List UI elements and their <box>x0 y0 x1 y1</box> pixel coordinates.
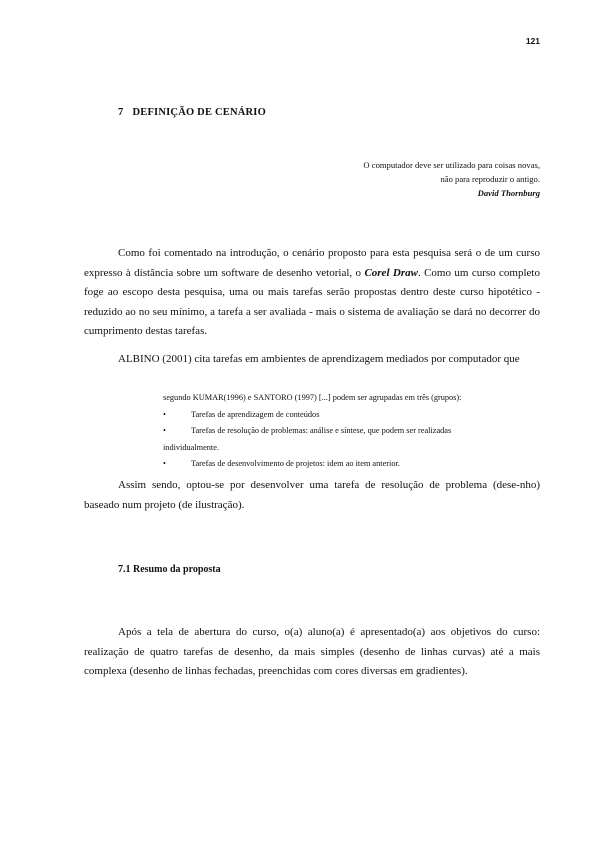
paragraph-1-text-a: Como foi comentado na introdução, o cenário proposto para esta pesquisa será o de um curso expresso à distância sobre um software de desenho vetorial, o <box>84 247 540 279</box>
chapter-title: DEFINIÇÃO DE CENÁRIO <box>132 107 266 118</box>
paragraph-introduction <box>84 244 540 342</box>
quote-item-text: Tarefas de desenvolvimento de projetos: idem ao item anterior. <box>191 459 400 469</box>
block-quote <box>163 390 540 473</box>
section-heading: 7.1 Resumo da proposta <box>118 564 221 575</box>
quote-item-text: Tarefas de resolução de problemas: análise e síntese, que podem ser realizadas <box>191 426 452 436</box>
quote-item-continuation: individualmente. <box>163 442 219 452</box>
quote-list-item <box>163 456 540 473</box>
paragraph-albino: ALBINO (2001) cita tarefas em ambientes de aprendizagem mediados por computador que <box>118 353 520 365</box>
chapter-heading <box>118 107 266 118</box>
quote-list-item <box>163 423 540 440</box>
epigraph <box>240 158 540 200</box>
epigraph-line-1: O computador deve ser utilizado para coisas novas, <box>363 160 540 170</box>
bullet-icon: • <box>163 409 166 419</box>
paragraph-summary: Após a tela de abertura do curso, o(a) aluno(a) é apresentado(a) aos objetivos do curso: realização de quatro tarefas de desenho, da mais simples (desenho de linhas curvas) até a mais complexa (desenho de linhas fechadas, preenchidas com cores diversas em gradientes). <box>84 626 540 678</box>
bullet-icon: • <box>163 426 166 436</box>
chapter-number: 7 <box>118 107 124 118</box>
quote-item-text: Tarefas de aprendizagem de conteúdos <box>191 409 320 419</box>
page-number: 121 <box>525 36 540 46</box>
epigraph-line-2: não para reproduzir o antigo. <box>440 174 540 184</box>
software-name: Corel Draw <box>364 266 418 279</box>
quote-intro: segundo KUMAR(1996) e SANTORO (1997) [...] podem ser agrupadas em três (grupos): <box>163 393 462 402</box>
quote-list-item <box>163 407 540 424</box>
paragraph-1-text-b: . Como um curso completo foge ao escopo desta pesquisa, uma ou mais tarefas serão propostas dentro deste curso hipotético - reduzido ao no seu mínimo, a tarefa a ser avaliada - mais o sistema de avaliação se dará no decorrer do cumprimento destas tarefas. <box>84 266 540 338</box>
paragraph-conclusion: Assim sendo, optou-se por desenvolver uma tarefa de resolução de problema (dese-nho) baseado num projeto (de ilustração). <box>84 479 540 511</box>
bullet-icon: • <box>163 459 166 469</box>
epigraph-author: David Thornburg <box>477 188 540 198</box>
